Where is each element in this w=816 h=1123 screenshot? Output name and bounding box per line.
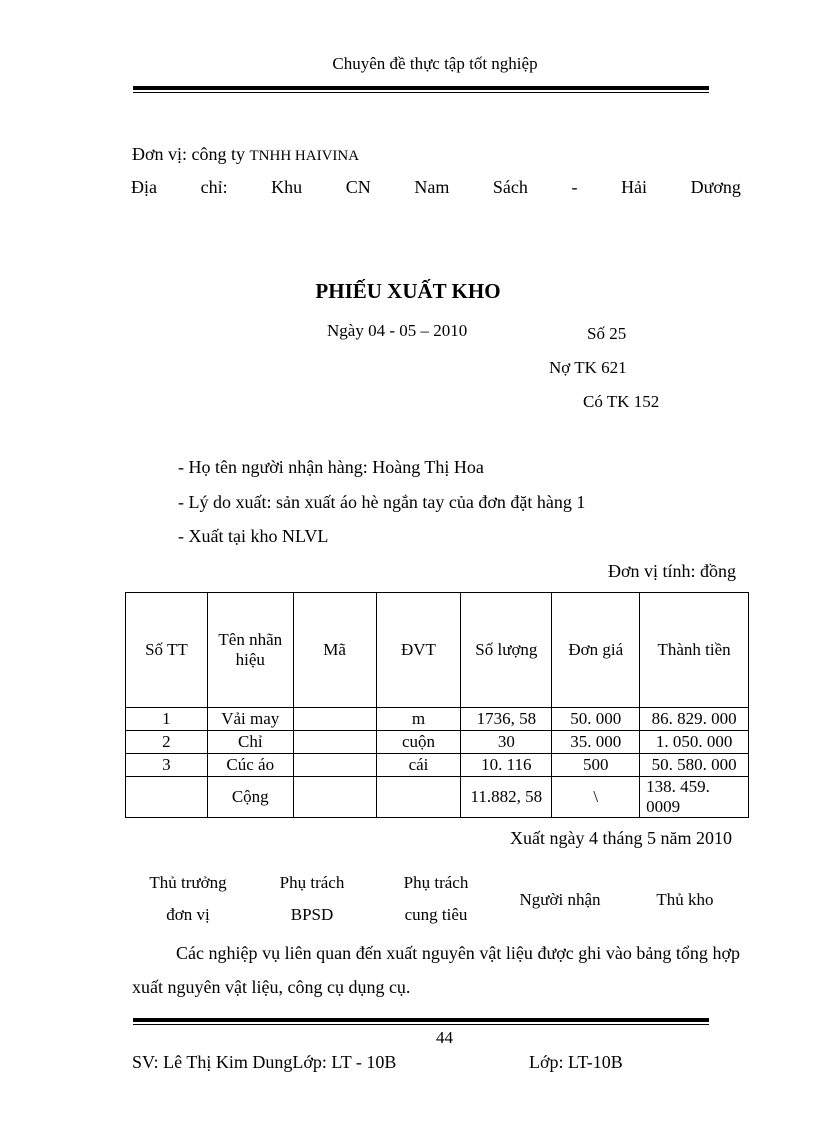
receiver-line: - Họ tên người nhận hàng: Hoàng Thị Hoa [178,457,484,477]
issue-date: Xuất ngày 4 tháng 5 năm 2010 [510,828,732,848]
address-word: - [571,177,578,197]
table-cell: cái [376,754,461,777]
table-row [126,708,749,731]
debit-account: Nợ TK 621 [549,358,627,377]
table-cell [293,708,376,731]
table-cell: \ [552,777,640,818]
address-word: CN [345,177,371,197]
table-header-row [126,593,749,708]
footer-rule-thick [133,1018,709,1022]
reason-line: - Lý do xuất: sản xuất áo hè ngắn tay của đơn đặt hàng 1 [178,492,586,512]
signature-label: BPSD [290,905,334,924]
table-cell: 35. 000 [552,731,640,754]
company-unit-line [132,144,359,165]
table-total-row [126,777,749,818]
table-cell: 50. 000 [552,708,640,731]
table-cell: 1. 050. 000 [640,731,749,754]
table-cell: Vải may [207,708,293,731]
signature-label: đơn vị [166,905,210,924]
address-word: chỉ: [200,177,228,197]
table-cell [293,731,376,754]
column-header: Thành tiền [640,593,749,708]
credit-account: Có TK 152 [583,392,660,411]
signature-label: Người nhận [519,890,601,909]
voucher-title: PHIẾU XUẤT KHO [315,279,501,303]
table-row [126,754,749,777]
table-cell: 500 [552,754,640,777]
column-header: Đơn giá [552,593,640,708]
company-unit-name: TNHH HAIVINA [249,148,360,164]
table-cell: cuộn [376,731,461,754]
signature-label: cung tiêu [404,905,468,924]
column-header: Mã [293,593,376,708]
signature-label: Phụ trách [279,873,345,892]
voucher-date: Ngày 04 - 05 – 2010 [327,321,468,340]
footer-rule-thin [133,1024,709,1025]
signature-head [130,867,246,931]
table-cell [376,777,461,818]
table-cell: 1 [126,708,208,731]
address-word: Khu [271,177,303,197]
running-header-title: Chuyên đề thực tập tốt nghiệp [332,54,538,73]
address-word: Dương [690,177,741,197]
table-cell: m [376,708,461,731]
address-word: Sách [492,177,528,197]
total-quantity: 11.882, 58 [461,777,552,818]
signature-label: Phụ trách [403,873,469,892]
signature-label: Thủ kho [656,890,714,909]
total-label: Cộng [207,777,293,818]
table-cell: 2 [126,731,208,754]
address-word: Nam [414,177,450,197]
company-address-line [131,177,741,198]
table-cell [126,777,208,818]
header-rule-thick [133,86,709,90]
table-cell: 3 [126,754,208,777]
address-word: Hải [621,177,648,197]
table-cell: 1736, 58 [461,708,552,731]
footer-class: Lớp: LT-10B [529,1052,623,1072]
column-header: ĐVT [376,593,461,708]
issue-table [125,592,749,818]
header-rule-thin [133,92,709,93]
column-header: Số TT [126,593,208,708]
address-word: Địa [131,177,157,197]
voucher-number: Số 25 [587,324,627,343]
body-paragraph: Các nghiệp vụ liên quan đến xuất nguyên vật liệu được ghi vào bảng tổng hợp xuất nguyên vật liệu, công cụ dụng cụ. [132,943,740,997]
table-row [126,731,749,754]
currency-unit: Đơn vị tính: đồng [608,561,737,581]
table-cell: Chỉ [207,731,293,754]
table-cell: Cúc áo [207,754,293,777]
footer-student: SV: Lê Thị Kim DungLớp: LT - 10B [132,1052,397,1072]
table-cell: 50. 580. 000 [640,754,749,777]
signature-bpsd [262,867,362,931]
table-cell: 30 [461,731,552,754]
table-cell [293,777,376,818]
total-amount: 138. 459. 0009 [640,777,749,818]
warehouse-line: - Xuất tại kho NLVL [178,526,329,546]
signature-label: Thủ trưởng [149,873,227,892]
column-header: Số lượng [461,593,552,708]
table-cell [293,754,376,777]
signature-receiver [504,884,616,916]
page-number: 44 [436,1028,453,1047]
column-header: Tên nhãn hiệu [207,593,293,708]
table-cell: 10. 116 [461,754,552,777]
signature-keeper [640,884,730,916]
company-unit-label: Đơn vị: công ty [132,144,250,164]
table-cell: 86. 829. 000 [640,708,749,731]
signature-supply [384,867,488,931]
